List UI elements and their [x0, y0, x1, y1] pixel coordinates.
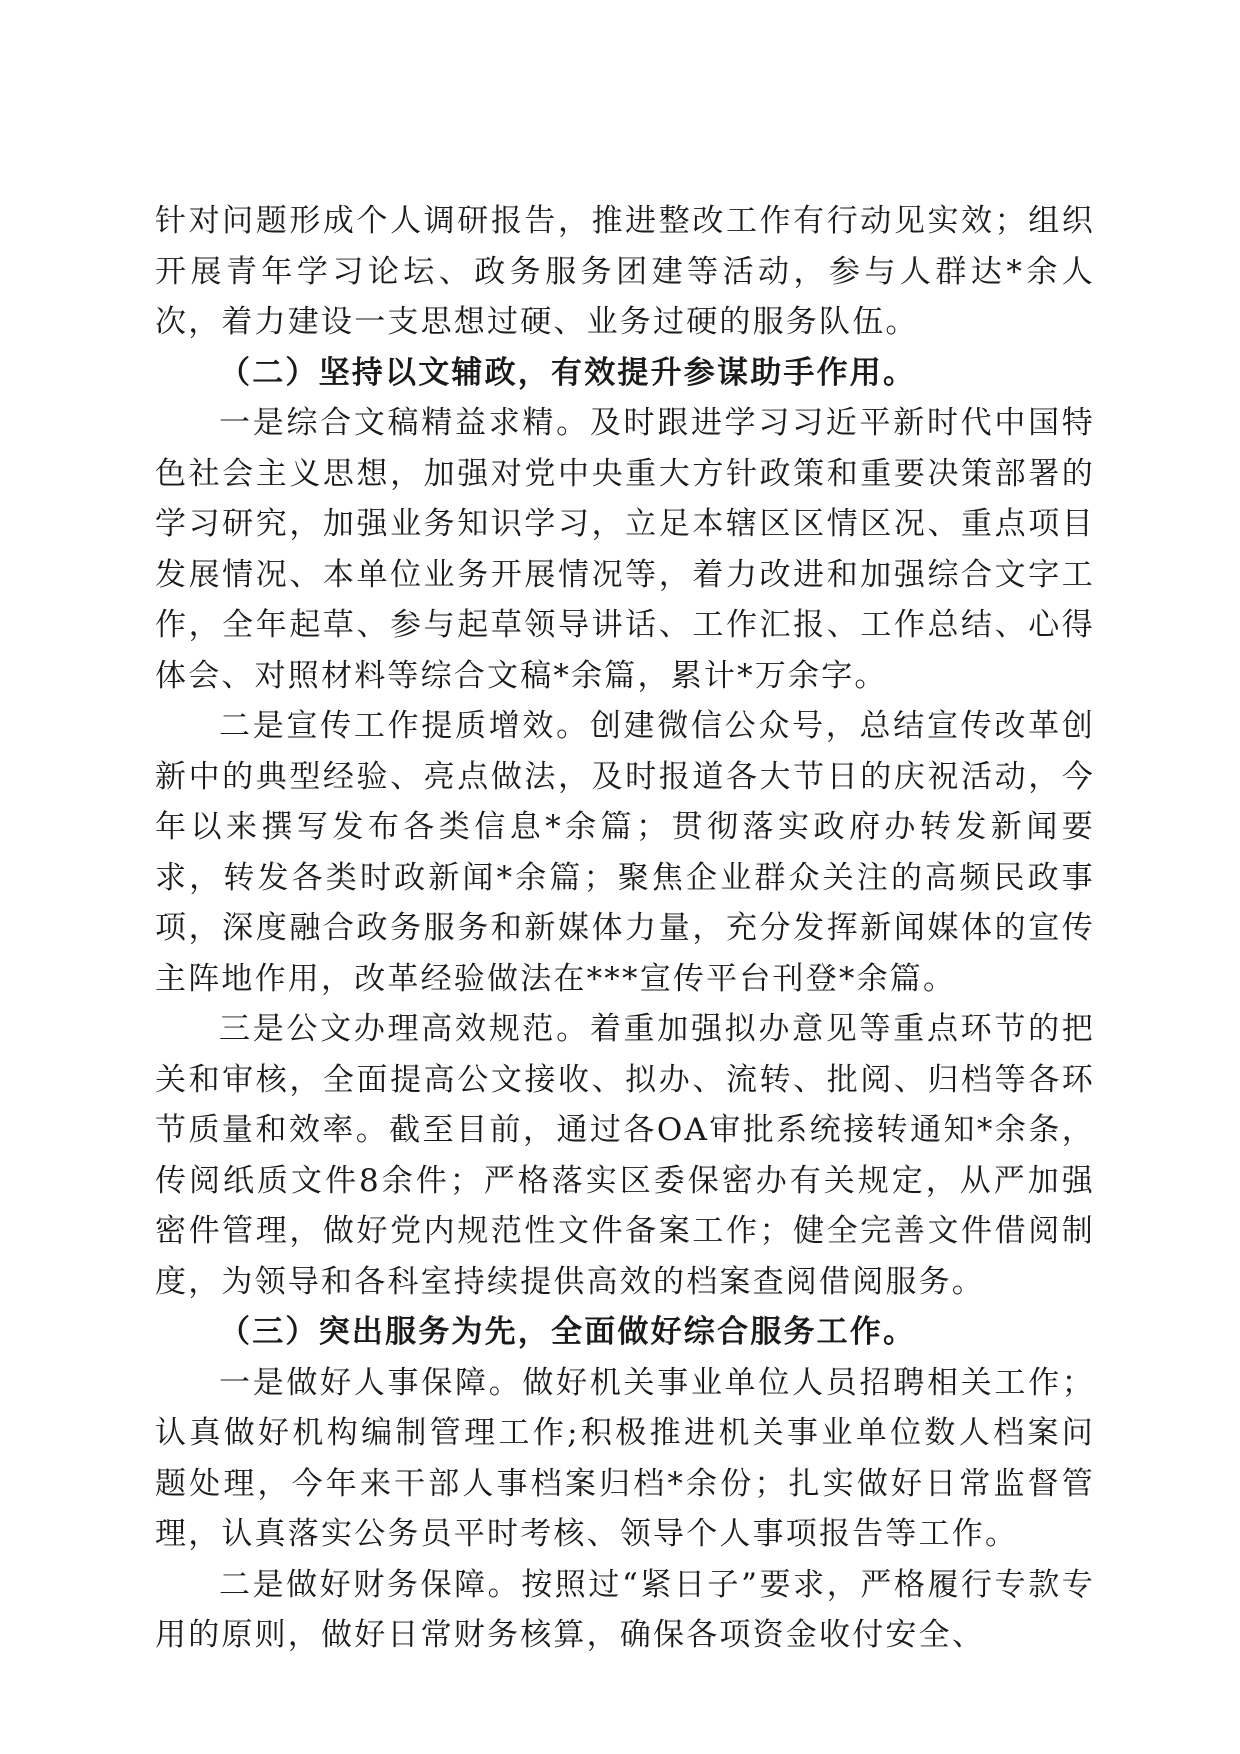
section-heading-2: （二）坚持以文辅政，有效提升参谋助手作用。: [219, 354, 917, 391]
paragraph-finance: 二是做好财务保障。按照过“紧日子”要求，严格履行专款专用的原则，做好日常财务核算，确保各项资金收付安全、: [155, 1566, 1095, 1653]
document-page: [155, 196, 1095, 1661]
paragraph-personnel: 一是做好人事保障。做好机关事业单位人员招聘相关工作；认真做好机构编制管理工作;积极推进机关事业单位数人档案问题处理，今年来干部人事档案归档*余份；扎实做好日常监督管理，认真落实公务员平时考核、领导个人事项报告等工作。: [155, 1364, 1095, 1552]
paragraph-drafting: 一是综合文稿精益求精。及时跟进学习习近平新时代中国特色社会主义思想，加强对党中央重大方针政策和重要决策部署的学习研究，加强业务知识学习，立足本辖区区情区况、重点项目发展情况、本单位业务开展情况等，着力改进和加强综合文字工作，全年起草、参与起草领导讲话、工作汇报、工作总结、心得体会、对照材料等综合文稿*余篇，累计*万余字。: [155, 405, 1095, 694]
section-heading-3: （三）突出服务为先，全面做好综合服务工作。: [219, 1314, 917, 1350]
paragraph-continuation: 针对问题形成个人调研报告，推进整改工作有行动见实效；组织开展青年学习论坛、政务服务团建等活动，参与人群达*余人次，着力建设一支思想过硬、业务过硬的服务队伍。: [155, 203, 1095, 340]
paragraph-publicity: 二是宣传工作提质增效。创建微信公众号，总结宣传改革创新中的典型经验、亮点做法，及时报道各大节日的庆祝活动，今年以来撰写发布各类信息*余篇；贯彻落实政府办转发新闻要求，转发各类时政新闻*余篇；聚焦企业群众关注的高频民政事项，深度融合政务服务和新媒体力量，充分发挥新闻媒体的宣传主阵地作用，改革经验做法在***宣传平台刊登*余篇。: [155, 708, 1095, 997]
paragraph-document-handling: 三是公文办理高效规范。着重加强拟办意见等重点环节的把关和审核，全面提高公文接收、拟办、流转、批阅、归档等各环节质量和效率。截至目前，通过各OA审批系统接转通知*余条，传阅纸质文件8余件；严格落实区委保密办有关规定，从严加强密件管理，做好党内规范性文件备案工作；健全完善文件借阅制度，为领导和各科室持续提供高效的档案查阅借阅服务。: [155, 1011, 1095, 1300]
